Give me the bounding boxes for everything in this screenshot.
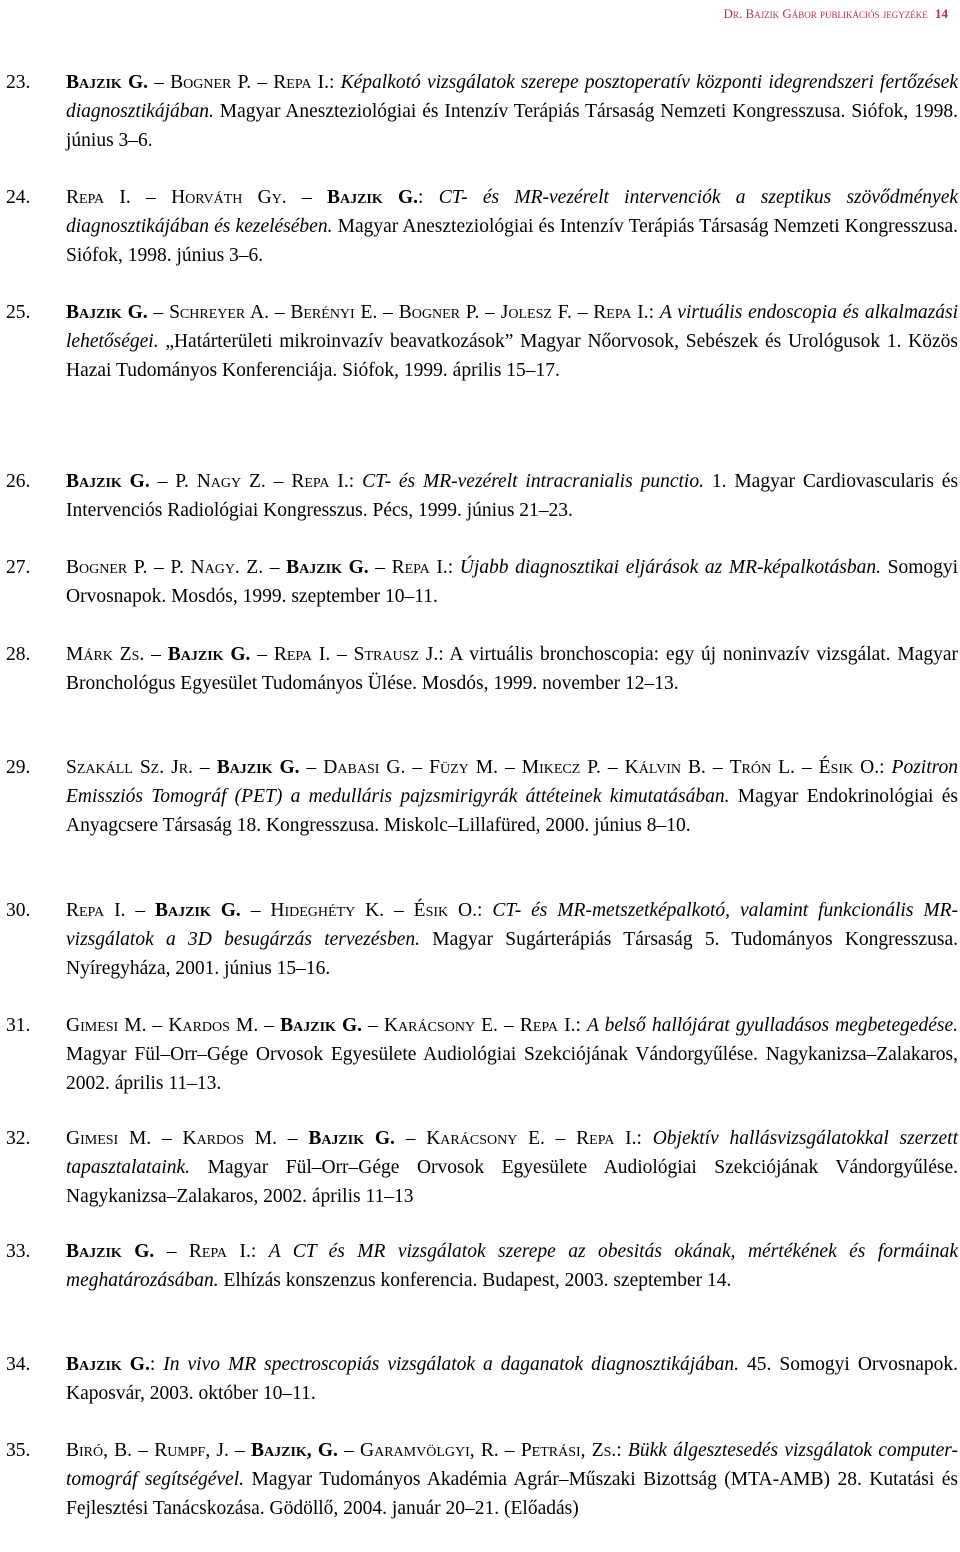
entry-number: 29. bbox=[6, 757, 31, 778]
entry-number: 30. bbox=[6, 900, 31, 921]
entry-title: Újabb diagnosztikai eljárások az MR-képalkotásban. bbox=[459, 557, 881, 578]
publication-entry bbox=[0, 1350, 960, 1408]
entry-text bbox=[66, 1124, 958, 1211]
author-name: Mikecz P. bbox=[521, 757, 601, 778]
separator: : bbox=[438, 644, 450, 665]
publication-entry bbox=[0, 183, 960, 270]
publication-entry bbox=[0, 68, 960, 155]
publication-entry bbox=[0, 896, 960, 983]
entry-text bbox=[66, 1011, 958, 1098]
separator: – bbox=[250, 644, 274, 665]
entry-text bbox=[66, 183, 958, 270]
entry-text bbox=[66, 1237, 958, 1295]
entry-text bbox=[66, 1350, 958, 1408]
publication-entry bbox=[0, 1436, 960, 1523]
entry-number: 28. bbox=[6, 644, 31, 665]
author-name: Bajzik G. bbox=[326, 187, 419, 208]
author-name: Jolesz F. bbox=[500, 302, 572, 323]
author-name: Horváth Gy. bbox=[171, 187, 287, 208]
entry-title: In vivo MR spectroscopiás vizsgálatok a daganatok diagnosztikájában. bbox=[163, 1354, 740, 1375]
author-name: Bajzik G. bbox=[66, 1241, 155, 1262]
separator: – bbox=[362, 1015, 384, 1036]
entry-number: 31. bbox=[6, 1015, 31, 1036]
separator: – bbox=[571, 302, 594, 323]
separator: – bbox=[154, 1241, 189, 1262]
entry-number: 34. bbox=[6, 1354, 31, 1375]
separator: – bbox=[147, 557, 171, 578]
entry-number: 23. bbox=[6, 72, 31, 93]
author-name: Petrási, Zs. bbox=[520, 1440, 617, 1461]
author-name: Bajzik G. bbox=[66, 1354, 150, 1375]
author-name: Bogner P. bbox=[398, 302, 480, 323]
entry-number: 35. bbox=[6, 1440, 31, 1461]
entry-number: 27. bbox=[6, 557, 31, 578]
publication-entry bbox=[0, 298, 960, 385]
entry-title: Képalkotó vizsgálatok szerepe posztoperatív központi idegrendszeri fertőzések diagnosztikájában. bbox=[66, 72, 958, 122]
author-name: Bajzik G. bbox=[66, 302, 148, 323]
entry-text bbox=[66, 640, 958, 698]
separator: – bbox=[258, 1015, 281, 1036]
author-name: Kardos M. bbox=[182, 1128, 278, 1149]
entry-venue: 45. Somogyi Orvosnapok. Kaposvár, 2003. október 10–11. bbox=[66, 1354, 959, 1404]
separator: – bbox=[705, 757, 730, 778]
separator: – bbox=[497, 757, 522, 778]
author-name: Gimesi M. bbox=[66, 1015, 147, 1036]
author-name: Ésik O. bbox=[413, 900, 477, 921]
author-name: Bajzik G. bbox=[155, 900, 241, 921]
author-name: Repa I. bbox=[273, 644, 331, 665]
entry-venue: Magyar Sugárterápiás Társaság 5. Tudományos Kongresszusa. Nyíregyháza, 2001. június 15–16. bbox=[66, 929, 958, 979]
separator: : bbox=[879, 757, 892, 778]
author-name: Bajzik G. bbox=[216, 757, 300, 778]
author-name: Hideghéty K. bbox=[270, 900, 385, 921]
author-name: Strausz J. bbox=[353, 644, 439, 665]
entry-venue: Magyar Aneszteziológiai és Intenzív Terápiás Társaság Nemzeti Kongresszusa. Siófok, 1998. június 3–6. bbox=[66, 101, 958, 151]
entry-number: 33. bbox=[6, 1241, 31, 1262]
author-name: Schreyer A. bbox=[169, 302, 269, 323]
separator: – bbox=[299, 757, 324, 778]
separator: – bbox=[544, 1128, 577, 1149]
separator: – bbox=[268, 302, 291, 323]
entry-venue: Magyar Tudományos Akadémia Agrár–Műszaki Bizottság (MTA-AMB) 28. Kutatási és Fejlesztési Tanácskozása. Gödöllő, 2004. január 20–21. (Előadás) bbox=[66, 1469, 958, 1519]
author-name: Repa I. bbox=[66, 187, 131, 208]
entry-venue: Magyar Fül–Orr–Gége Orvosok Egyesülete Audiológiai Szekciójának Vándorgyűlése. Nagykanizsa–Zalakaros, 2002. április 11–13 bbox=[66, 1157, 958, 1207]
author-name: Márk Zs. bbox=[66, 644, 145, 665]
author-name: Repa I. bbox=[291, 471, 349, 492]
entry-venue: A virtuális bronchoscopia: egy új noninvazív vizsgálat. Magyar Bronchológus Egyesület Tudományos Ülése. Mosdós, 1999. november 12–13. bbox=[66, 644, 959, 694]
entry-venue: „Határterületi mikroinvazív beavatkozások” Magyar Nőorvosok, Sebészek és Urológusok 1. Közös Hazai Tudományos Konferenciája. Siófok, 1999. április 15–17. bbox=[66, 331, 958, 381]
author-name: Repa I. bbox=[66, 900, 126, 921]
publication-entry bbox=[0, 553, 960, 611]
separator: – bbox=[405, 757, 430, 778]
page-header bbox=[724, 6, 948, 22]
author-name: Repa I. bbox=[391, 557, 448, 578]
author-name: Bajzik G. bbox=[167, 644, 251, 665]
publication-entry bbox=[0, 640, 960, 698]
separator: – bbox=[130, 187, 172, 208]
author-name: Dabasi G. bbox=[323, 757, 406, 778]
separator: – bbox=[368, 557, 392, 578]
author-name: Gimesi M. bbox=[66, 1128, 152, 1149]
entry-venue: Magyar Aneszteziológiai és Intenzív Terápiás Társaság Nemzeti Kongresszusa. Siófok, 1998. június 3–6. bbox=[66, 216, 958, 266]
author-name: P. Nagy. Z. bbox=[170, 557, 264, 578]
page-number: 14 bbox=[935, 6, 948, 21]
author-name: Garamvölgyi, R. bbox=[360, 1440, 499, 1461]
separator: – bbox=[149, 471, 176, 492]
author-name: Karácsony E. bbox=[426, 1128, 545, 1149]
entry-text bbox=[66, 1436, 958, 1523]
entry-title: CT- és MR-vezérelt intervenciók a szeptikus szövődmények diagnosztikájában és kezelésében. bbox=[66, 187, 959, 237]
separator: – bbox=[147, 302, 170, 323]
separator: – bbox=[144, 644, 168, 665]
separator: : bbox=[575, 1015, 587, 1036]
entry-venue: 1. Magyar Cardiovascularis és Intervenciós Radiológiai Kongresszus. Pécs, 1999. június 21–23. bbox=[66, 471, 959, 521]
entry-number: 25. bbox=[6, 302, 31, 323]
separator: – bbox=[132, 1440, 155, 1461]
entry-venue: Elhízás konszenzus konferencia. Budapest, 2003. szeptember 14. bbox=[218, 1270, 732, 1291]
publication-entry bbox=[0, 1011, 960, 1098]
separator: : bbox=[648, 302, 660, 323]
author-name: Bajzik G. bbox=[308, 1128, 395, 1149]
author-name: Repa I. bbox=[593, 302, 649, 323]
author-name: Bajzik G. bbox=[280, 1015, 363, 1036]
author-name: P. Nagy Z. bbox=[175, 471, 266, 492]
separator: – bbox=[251, 72, 274, 93]
author-name: Kardos M. bbox=[168, 1015, 259, 1036]
separator: – bbox=[286, 187, 327, 208]
entry-title: Objektív hallásvizsgálatokkal szerzett tapasztalataink. bbox=[66, 1128, 959, 1178]
separator: : bbox=[447, 557, 460, 578]
header-title: Dr. Bajzik Gábor publikációs jegyzéke bbox=[723, 6, 928, 21]
entry-text bbox=[66, 298, 958, 385]
entry-number: 32. bbox=[6, 1128, 31, 1149]
separator: : bbox=[329, 72, 341, 93]
author-name: Ésik O. bbox=[818, 757, 880, 778]
author-name: Bogner P. bbox=[66, 557, 148, 578]
entry-number: 24. bbox=[6, 187, 31, 208]
publication-entry bbox=[0, 1237, 960, 1295]
separator: : bbox=[149, 1354, 164, 1375]
separator: : bbox=[348, 471, 363, 492]
separator: – bbox=[384, 900, 414, 921]
entry-text bbox=[66, 68, 958, 155]
publication-entry bbox=[0, 1124, 960, 1211]
separator: – bbox=[146, 1015, 169, 1036]
author-name: Berényi E. bbox=[290, 302, 378, 323]
separator: – bbox=[394, 1128, 427, 1149]
separator: – bbox=[192, 757, 217, 778]
author-name: Repa I. bbox=[188, 1241, 251, 1262]
author-name: Repa I. bbox=[576, 1128, 637, 1149]
entry-title: A virtuális endoscopia és alkalmazási lehetőségei. bbox=[66, 302, 959, 352]
entry-text bbox=[66, 896, 958, 983]
separator: – bbox=[498, 1440, 521, 1461]
publication-entry bbox=[0, 753, 960, 840]
separator: – bbox=[497, 1015, 520, 1036]
separator: – bbox=[337, 1440, 361, 1461]
entry-number: 26. bbox=[6, 471, 31, 492]
entry-venue: Magyar Endokrinológiai és Anyagcsere Társaság 18. Kongresszusa. Miskolc–Lillafüred, 2000. június 8–10. bbox=[66, 786, 958, 836]
entry-title: CT- és MR-vezérelt intracranialis punctio. bbox=[362, 471, 704, 492]
author-name: Repa I. bbox=[519, 1015, 576, 1036]
separator: – bbox=[151, 1128, 183, 1149]
separator: – bbox=[263, 557, 287, 578]
author-name: Trón L. bbox=[729, 757, 795, 778]
author-name: Bajzik G. bbox=[286, 557, 369, 578]
separator: : bbox=[250, 1241, 269, 1262]
entry-venue: Magyar Fül–Orr–Gége Orvosok Egyesülete Audiológiai Szekciójának Vándorgyűlése. Nagykanizsa–Zalakaros, 2002. április 11–13. bbox=[66, 1044, 958, 1094]
author-name: Bajzik, G. bbox=[250, 1440, 338, 1461]
separator: – bbox=[148, 72, 171, 93]
separator: – bbox=[265, 471, 292, 492]
separator: – bbox=[277, 1128, 309, 1149]
author-name: Karácsony E. bbox=[383, 1015, 498, 1036]
entry-title: Pozitron Emissziós Tomográf (PET) a medulláris pajzsmirigyrák áttéteinek kimutatásában. bbox=[66, 757, 958, 807]
separator: – bbox=[240, 900, 271, 921]
separator: : bbox=[477, 900, 493, 921]
publication-entry bbox=[0, 467, 960, 525]
author-name: Rumpf, J. bbox=[154, 1440, 229, 1461]
author-name: Repa I. bbox=[273, 72, 330, 93]
entry-text bbox=[66, 467, 958, 525]
separator: : bbox=[418, 187, 439, 208]
separator: – bbox=[600, 757, 625, 778]
author-name: Bajzik G. bbox=[66, 471, 150, 492]
separator: : bbox=[636, 1128, 653, 1149]
separator: – bbox=[125, 900, 156, 921]
author-name: Bajzik G. bbox=[66, 72, 149, 93]
separator: – bbox=[228, 1440, 251, 1461]
author-name: Kálvin B. bbox=[624, 757, 706, 778]
separator: – bbox=[330, 644, 354, 665]
separator: : bbox=[616, 1440, 628, 1461]
entry-title: Bükk álgesztesedés vizsgálatok computer-tomográf segítségével. bbox=[66, 1440, 959, 1490]
author-name: Füzy M. bbox=[429, 757, 498, 778]
entry-text bbox=[66, 553, 958, 611]
separator: – bbox=[479, 302, 501, 323]
separator: – bbox=[377, 302, 399, 323]
author-name: Szakáll Sz. Jr. bbox=[66, 757, 193, 778]
entry-title: CT- és MR-metszetképalkotó, valamint funkcionális MR-vizsgálatok a 3D besugárzás tervezésben. bbox=[66, 900, 958, 950]
author-name: Bogner P. bbox=[170, 72, 252, 93]
entry-text bbox=[66, 753, 958, 840]
entry-venue: Somogyi Orvosnapok. Mosdós, 1999. szeptember 10–11. bbox=[66, 557, 959, 607]
separator: – bbox=[794, 757, 819, 778]
author-name: Biró, B. bbox=[66, 1440, 133, 1461]
entry-title: A CT és MR vizsgálatok szerepe az obesitás okának, mértékének és formáinak meghatározásában. bbox=[66, 1241, 958, 1291]
entry-title: A belső hallójárat gyulladásos megbetegedése. bbox=[586, 1015, 959, 1036]
